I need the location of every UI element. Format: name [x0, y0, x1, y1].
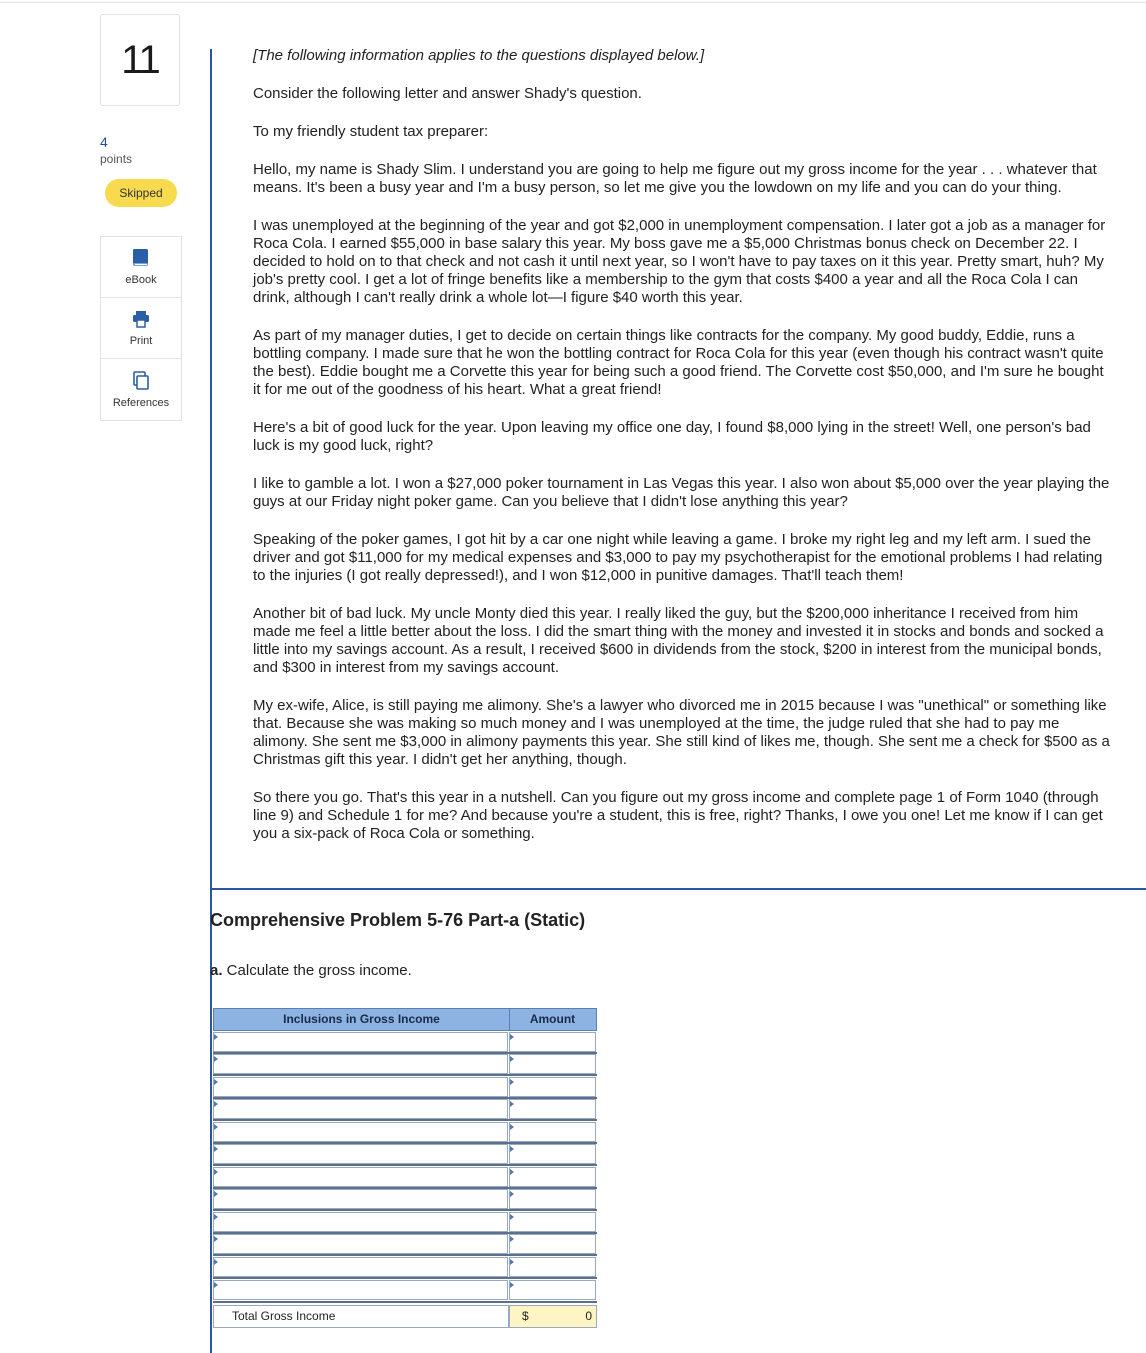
amount-input[interactable] — [509, 1212, 596, 1232]
table-row — [213, 1189, 597, 1211]
amount-input[interactable] — [509, 1054, 596, 1074]
amount-input[interactable] — [509, 1099, 596, 1119]
references-button[interactable] — [101, 359, 181, 420]
inclusion-input[interactable] — [213, 1167, 508, 1187]
inclusion-input[interactable] — [213, 1280, 508, 1300]
inclusion-input[interactable] — [213, 1032, 508, 1052]
row-divider — [213, 1119, 597, 1121]
question-border-left — [210, 890, 212, 1353]
points-value: 4 — [100, 134, 108, 150]
print-label: Print — [129, 335, 153, 347]
inclusion-input[interactable] — [213, 1234, 508, 1254]
inclusion-input[interactable] — [213, 1212, 508, 1232]
print-button[interactable] — [101, 298, 181, 359]
amount-input[interactable] — [509, 1280, 596, 1300]
inclusion-input[interactable] — [213, 1189, 508, 1209]
passage-paragraph: So there you go. That's this year in a nutshell. Can you figure out my gross income and complete page 1 of Form 1040 (through line 9) and Schedule 1 for me? And because you're a student, this is free, right? Thanks, I owe you one! Let me know if I can get you a six-pack of Roca Cola or something. — [253, 789, 1103, 842]
table-row — [213, 1257, 597, 1279]
amount-input[interactable] — [509, 1144, 596, 1164]
table-row — [213, 1144, 597, 1166]
total-currency: $ — [522, 1309, 529, 1323]
table-row — [213, 1032, 597, 1054]
inclusion-input[interactable] — [213, 1122, 508, 1142]
inclusion-input[interactable] — [213, 1077, 508, 1097]
print-icon — [132, 309, 150, 329]
inclusions-column-header: Inclusions in Gross Income — [214, 1009, 510, 1030]
references-label: References — [112, 396, 170, 409]
passage — [253, 47, 1113, 863]
question-number-box — [100, 14, 180, 106]
amount-input[interactable] — [509, 1189, 596, 1209]
part-text: Calculate the gross income. — [222, 962, 412, 979]
table-row — [213, 1234, 597, 1256]
total-label: Total Gross Income — [213, 1305, 509, 1328]
row-divider — [213, 1209, 597, 1211]
amount-column-header: Amount — [529, 1012, 576, 1026]
passage-paragraph: Speaking of the poker games, I got hit by a car one night while leaving a game. I broke my right leg and my left arm. I sued the driver and got $11,000 for my medical expenses and $3,000 to pay my psychotherapist for the emotional problems I had relating to the injuries (I got really depressed!), and I won $12,000 in punitive damages. That'll teach them! — [253, 531, 1103, 584]
row-divider — [213, 1074, 597, 1076]
amount-input[interactable] — [509, 1077, 596, 1097]
amount-input[interactable] — [509, 1032, 596, 1052]
total-value: 0 — [585, 1309, 592, 1323]
row-divider — [213, 1301, 597, 1303]
amount-input[interactable] — [509, 1122, 596, 1142]
passage-paragraph: Consider the following letter and answer Shady's question. — [253, 85, 642, 102]
ebook-label: eBook — [125, 274, 157, 286]
amount-input[interactable] — [509, 1167, 596, 1187]
ebook-icon — [132, 248, 150, 268]
table-row — [213, 1167, 597, 1189]
skipped-badge: Skipped — [105, 179, 177, 207]
table-row — [213, 1280, 597, 1302]
ebook-button[interactable] — [101, 237, 181, 298]
passage-paragraph: Another bit of bad luck. My uncle Monty died this year. I really liked the guy, but the $200,000 inheritance I received from him made me feel a little better about the loss. I did the smart thing with the money and invested it in stocks and bonds and socked a little into my savings account. As a result, I received $600 in dividends from the stock, $200 in interest from the municipal bonds, and $300 in interest from my savings account. — [253, 605, 1104, 676]
passage-border-left — [210, 49, 212, 890]
inclusion-input[interactable] — [213, 1054, 508, 1074]
amount-input[interactable] — [509, 1234, 596, 1254]
passage-paragraph: Hello, my name is Shady Slim. I understand you are going to help me figure out my gross income for the year . . . whatever that means. It's been a busy year and I'm a busy person, so let me give you the lowdown on my life and you can do your thing. — [253, 161, 1097, 196]
row-divider — [213, 1254, 597, 1256]
total-row — [213, 1305, 597, 1328]
references-icon — [132, 371, 150, 391]
question-number: 11 — [121, 37, 159, 82]
row-divider — [213, 1277, 597, 1279]
row-divider — [213, 1164, 597, 1166]
passage-paragraph: My ex-wife, Alice, is still paying me alimony. She's a lawyer who divorced me in 2015 because I was "unethical" or something like that. Because she was making so much money and I was unemployed at the time, the judge ruled that she had to pay me alimony. She sent me $3,000 in alimony payments this year. She still kind of likes me, though. She sent me a check for $500 as a Christmas gift this year. I didn't get her anything, though. — [253, 697, 1110, 768]
table-row — [213, 1077, 597, 1099]
passage-paragraph: To my friendly student tax preparer: — [253, 123, 489, 140]
tools-panel — [100, 236, 182, 421]
problem-title: Comprehensive Problem 5-76 Part-a (Static) — [210, 910, 586, 930]
part-instruction — [210, 962, 412, 979]
passage-paragraph: Here's a bit of good luck for the year. Upon leaving my office one day, I found $8,000 lying in the street! Well, one person's bad luck is my good luck, right? — [253, 419, 1091, 454]
passage-intro: [The following information applies to the questions displayed below.] — [253, 47, 705, 64]
passage-border-bottom — [210, 888, 1146, 890]
table-row — [213, 1122, 597, 1144]
top-divider — [0, 2, 1146, 3]
table-row — [213, 1099, 597, 1121]
total-amount — [509, 1305, 597, 1328]
part-letter: a. — [210, 962, 223, 979]
points-label: points — [100, 152, 133, 166]
table-row — [213, 1212, 597, 1234]
inclusion-input[interactable] — [213, 1144, 508, 1164]
passage-paragraph: As part of my manager duties, I get to decide on certain things like contracts for the company. My good buddy, Eddie, runs a bottling company. I made sure that he won the bottling contract for Roca Cola for this year (even though his contract wasn't quite the best). Eddie bought me a Corvette this year for being such a good friend. The Corvette cost $50,000, and I'm sure he bought it for me out of the goodness of his heart. What a great friend! — [253, 327, 1104, 398]
passage-paragraph: I like to gamble a lot. I won a $27,000 poker tournament in Las Vegas this year. I also won about $5,000 over the year playing the guys at our Friday night poker game. Can you believe that I didn't lose anything this year? — [253, 475, 1110, 510]
table-header — [213, 1008, 597, 1031]
table-row — [213, 1054, 597, 1076]
passage-paragraph: I was unemployed at the beginning of the year and got $2,000 in unemployment compensation. I later got a job as a manager for Roca Cola. I earned $55,000 in base salary this year. My boss gave me a $5,000 Christmas bonus check on December 22. I decided to hold on to that check and not cash it until next year, so I won't have to pay taxes on it this year. Pretty smart, huh? My job's pretty cool. I get a lot of fringe benefits like a membership to the gym that costs $400 a year and all the Roca Cola I can drink, although I can't really drink a whole lot—I figure $40 worth this year. — [253, 217, 1106, 306]
inclusion-input[interactable] — [213, 1257, 508, 1277]
amount-input[interactable] — [509, 1257, 596, 1277]
inclusion-input[interactable] — [213, 1099, 508, 1119]
